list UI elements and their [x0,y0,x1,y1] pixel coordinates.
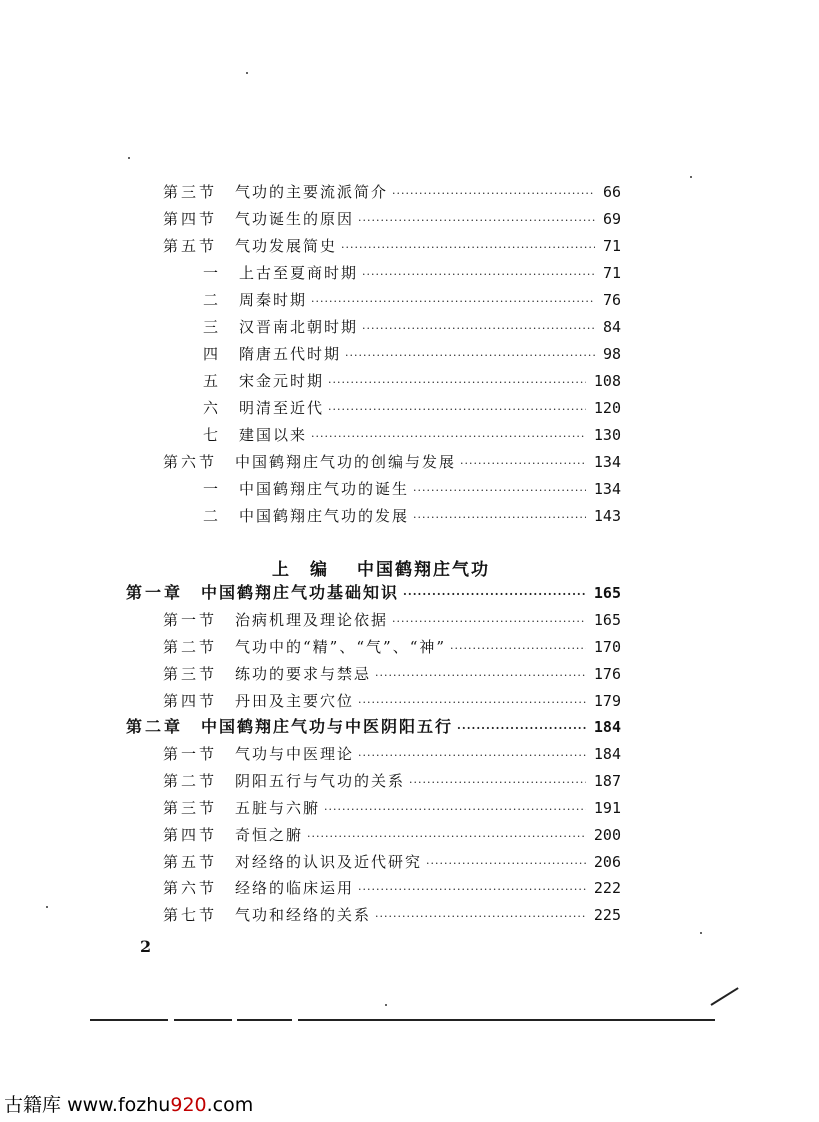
toc-label: 第四节 [163,210,218,228]
rule-gap [292,1018,298,1022]
scan-speck [690,176,692,178]
toc-label: 第四节 [163,692,218,710]
toc-title: 练功的要求与禁忌 [235,665,372,683]
toc-label: 第一节 [163,611,218,629]
toc-entry [163,877,621,899]
toc-entry [203,343,621,365]
bottom-rule-tail [710,987,738,1006]
toc-title: 中国鹤翔庄气功的诞生 [239,480,410,498]
toc-leader [358,692,586,714]
toc-label: 七 [203,426,222,444]
toc-title: 经络的临床运用 [235,879,355,897]
toc-entry [203,397,621,419]
toc-page: 71 [602,237,621,255]
toc-label: 第三节 [163,183,218,201]
scan-speck [385,1004,387,1006]
toc-page: 98 [602,345,621,363]
toc-page: 71 [602,264,621,282]
toc-page: 184 [593,745,621,763]
toc-title: 对经络的认识及近代研究 [235,853,423,871]
toc-title: 汉晋南北朝时期 [239,318,359,336]
toc-entry [163,609,621,631]
toc-leader [324,799,586,821]
toc-title: 五脏与六腑 [235,799,321,817]
toc-label: 二 [203,291,222,309]
toc-label: 二 [203,507,222,525]
toc-title: 中国鹤翔庄气功与中医阴阳五行 [201,717,454,736]
toc-label: 第六节 [163,453,218,471]
toc-label: 第二章 [126,717,184,736]
toc-leader [311,426,586,448]
watermark-url-suffix: .com [206,1094,254,1116]
toc-leader [403,584,586,606]
toc-title: 气功和经络的关系 [235,906,372,924]
toc-page: 187 [593,772,621,790]
toc-title: 治病机理及理论依据 [235,611,389,629]
toc-title: 奇恒之腑 [235,826,304,844]
toc-entry [163,235,621,257]
toc-leader [341,237,595,259]
toc-entry [163,636,621,658]
toc-entry [203,478,621,500]
toc-leader [358,210,595,232]
toc-entry [163,851,621,873]
toc-page: 165 [593,584,621,602]
toc-leader [392,183,595,205]
toc-entry [203,316,621,338]
toc-label: 第五节 [163,853,218,871]
toc-title: 上古至夏商时期 [239,264,359,282]
toc-page: 165 [593,611,621,629]
toc-title: 周秦时期 [239,291,308,309]
toc-page: 69 [602,210,621,228]
toc-leader [450,638,586,660]
toc-label: 第五节 [163,237,218,255]
toc-leader [392,611,586,633]
page-number: 2 [140,937,152,956]
toc-label: 第四节 [163,826,218,844]
toc-entry [163,690,621,712]
toc-entry [203,289,621,311]
toc-title: 中国鹤翔庄气功基础知识 [201,583,400,602]
toc-leader [311,291,595,313]
toc-entry [163,904,621,926]
toc-title: 气功中的“精”、“气”、“神” [235,638,447,656]
toc-page: 191 [593,799,621,817]
scan-speck [46,906,48,908]
toc-leader [362,264,595,286]
toc-page: 170 [593,638,621,656]
toc-leader [413,507,586,529]
toc-leader [307,826,586,848]
toc-title: 气功的主要流派简介 [235,183,389,201]
toc-leader [413,480,586,502]
toc-label: 第一节 [163,745,218,763]
toc-page: 143 [593,507,621,525]
rule-gap [232,1018,237,1022]
toc-label: 第六节 [163,879,218,897]
toc-page: 84 [602,318,621,336]
watermark [4,1090,253,1117]
watermark-url-number: 920 [170,1094,207,1116]
part-heading [272,555,490,580]
toc-page: 184 [593,718,621,736]
toc-page: 225 [593,906,621,924]
toc-chapter [126,716,621,738]
toc-label: 第七节 [163,906,218,924]
toc-leader [345,345,595,367]
toc-page: 134 [593,453,621,471]
toc-leader [358,879,586,901]
toc-page: 66 [602,183,621,201]
toc-page: 222 [593,879,621,897]
toc-page: 134 [593,480,621,498]
toc-title: 明清至近代 [239,399,325,417]
toc-leader [358,745,586,767]
part-title: 中国鹤翔庄气功 [357,560,490,580]
toc-leader [375,906,586,928]
toc-label: 第一章 [126,583,184,602]
toc-page: 130 [593,426,621,444]
toc-entry [203,262,621,284]
toc-entry [163,663,621,685]
toc-entry [203,370,621,392]
toc-title: 中国鹤翔庄气功的创编与发展 [235,453,457,471]
toc-title: 建国以来 [239,426,308,444]
toc-entry [163,770,621,792]
toc-title: 阴阳五行与气功的关系 [235,772,406,790]
toc-entry [163,797,621,819]
toc-label: 第二节 [163,772,218,790]
toc-title: 宋金元时期 [239,372,325,390]
toc-entry [203,424,621,446]
toc-label: 六 [203,399,222,417]
toc-leader [362,318,595,340]
toc-entry [163,181,621,203]
toc-leader [426,853,586,875]
toc-title: 隋唐五代时期 [239,345,342,363]
toc-leader [409,772,586,794]
toc-page: 200 [593,826,621,844]
toc-page: 76 [602,291,621,309]
watermark-site: 古籍库 [4,1094,62,1116]
toc-title: 丹田及主要穴位 [235,692,355,710]
scan-speck [128,157,130,159]
toc-title: 中国鹤翔庄气功的发展 [239,507,410,525]
toc-label: 第二节 [163,638,218,656]
toc-label: 四 [203,345,222,363]
toc-page: 108 [593,372,621,390]
rule-gap [168,1018,174,1022]
toc-title: 气功发展简史 [235,237,338,255]
toc-entry [163,743,621,765]
toc-label: 第三节 [163,799,218,817]
toc-label: 一 [203,480,222,498]
scan-speck [700,932,702,934]
scan-speck [246,72,248,74]
bottom-rule [90,1019,715,1021]
toc-label: 五 [203,372,222,390]
toc-entry [163,208,621,230]
toc-title: 气功诞生的原因 [235,210,355,228]
watermark-url-prefix: www.fozhu [67,1094,171,1116]
toc-leader [328,399,586,421]
toc-leader [460,453,586,475]
toc-chapter [126,582,621,604]
toc-label: 三 [203,318,222,336]
toc-page: 120 [593,399,621,417]
part-label: 上 编 [272,560,329,580]
toc-entry [203,505,621,527]
toc-leader [457,718,586,740]
toc-title: 气功与中医理论 [235,745,355,763]
toc-leader [375,665,586,687]
toc-leader [328,372,586,394]
toc-page: 179 [593,692,621,710]
toc-label: 一 [203,264,222,282]
toc-entry [163,451,621,473]
toc-label: 第三节 [163,665,218,683]
toc-page: 176 [593,665,621,683]
toc-page: 206 [593,853,621,871]
toc-entry [163,824,621,846]
